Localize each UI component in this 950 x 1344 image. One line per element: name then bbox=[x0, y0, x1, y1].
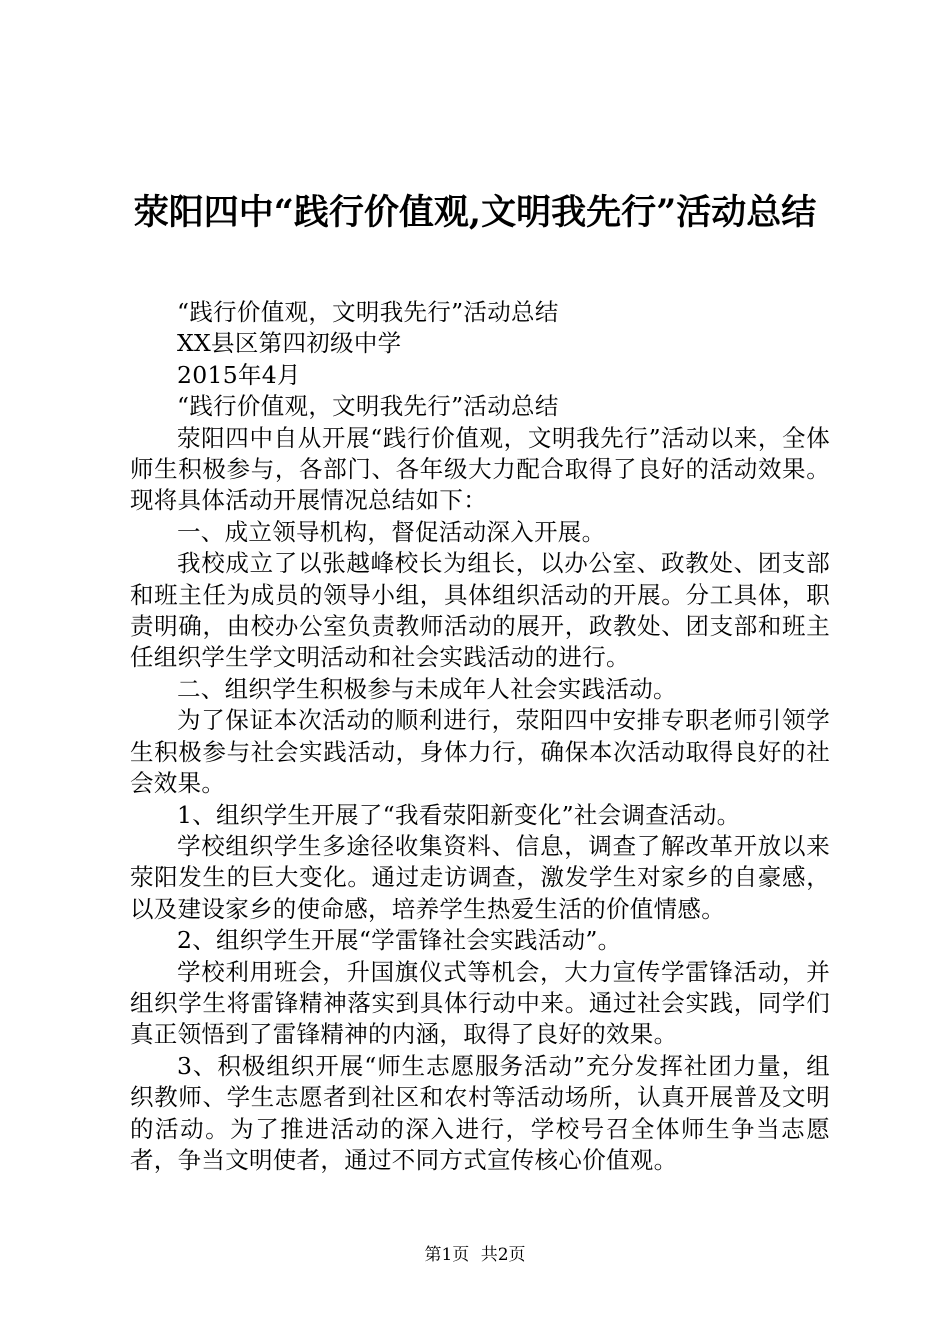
paragraph-subtitle: “践行价值观，文明我先行”活动总结 bbox=[177, 298, 559, 326]
paragraph-date: 2015年4月 bbox=[177, 360, 301, 389]
document-body bbox=[130, 297, 830, 1176]
page-total: 共2页 bbox=[480, 1245, 526, 1265]
subsection-heading-2: 2、组织学生开展“学雷锋社会实践活动”。 bbox=[177, 926, 622, 955]
paragraph: 我校成立了以张越峰校长为组长，以办公室、政教处、团支部和班主任为成员的领导小组，具体组织活动的开展。分工具体，职责明确，由校办公室负责教师活动的展开，政教处、团支部和班主任组织学生学文明活动和社会实践活动的进行。 bbox=[130, 549, 830, 672]
section-heading-2: 二、组织学生积极参与未成年人社会实践活动。 bbox=[177, 674, 677, 703]
section-heading-1: 一、成立领导机构，督促活动深入开展。 bbox=[177, 517, 606, 546]
paragraph: 3、积极组织开展“师生志愿服务活动”充分发挥社团力量，组织教师、学生志愿者到社区和农村等活动场所，认真开展普及文明的活动。为了推进活动的深入进行，学校号召全体师生争当志愿者，争当文明使者，通过不同方式宣传核心价值观。 bbox=[130, 1051, 830, 1174]
paragraph-intro: 荥阳四中自从开展“践行价值观，文明我先行”活动以来，全体师生积极参与，各部门、各年级大力配合取得了良好的活动效果。现将具体活动开展情况总结如下： bbox=[130, 423, 830, 515]
page-number: 第1页 bbox=[424, 1245, 470, 1265]
paragraph: 学校利用班会，升国旗仪式等机会，大力宣传学雷锋活动，并组织学生将雷锋精神落实到具体行动中来。通过社会实践，同学们真正领悟到了雷锋精神的内涵，取得了良好的效果。 bbox=[130, 957, 830, 1049]
document-title: 荥阳四中“践行价值观,文明我先行”活动总结 bbox=[133, 192, 817, 233]
paragraph-heading: “践行价值观，文明我先行”活动总结 bbox=[177, 392, 559, 421]
paragraph: 学校组织学生多途径收集资料、信息，调查了解改革开放以来荥阳发生的巨大变化。通过走访调查，激发学生对家乡的自豪感，以及建设家乡的使命感，培养学生热爱生活的价值情感。 bbox=[130, 831, 830, 923]
paragraph-author: XX县区第四初级中学 bbox=[177, 329, 402, 358]
subsection-heading-1: 1、组织学生开展了“我看荥阳新变化”社会调查活动。 bbox=[177, 800, 741, 829]
paragraph: 为了保证本次活动的顺利进行，荥阳四中安排专职老师引领学生积极参与社会实践活动，身体力行，确保本次活动取得良好的社会效果。 bbox=[130, 706, 830, 798]
page-footer bbox=[0, 1243, 950, 1267]
